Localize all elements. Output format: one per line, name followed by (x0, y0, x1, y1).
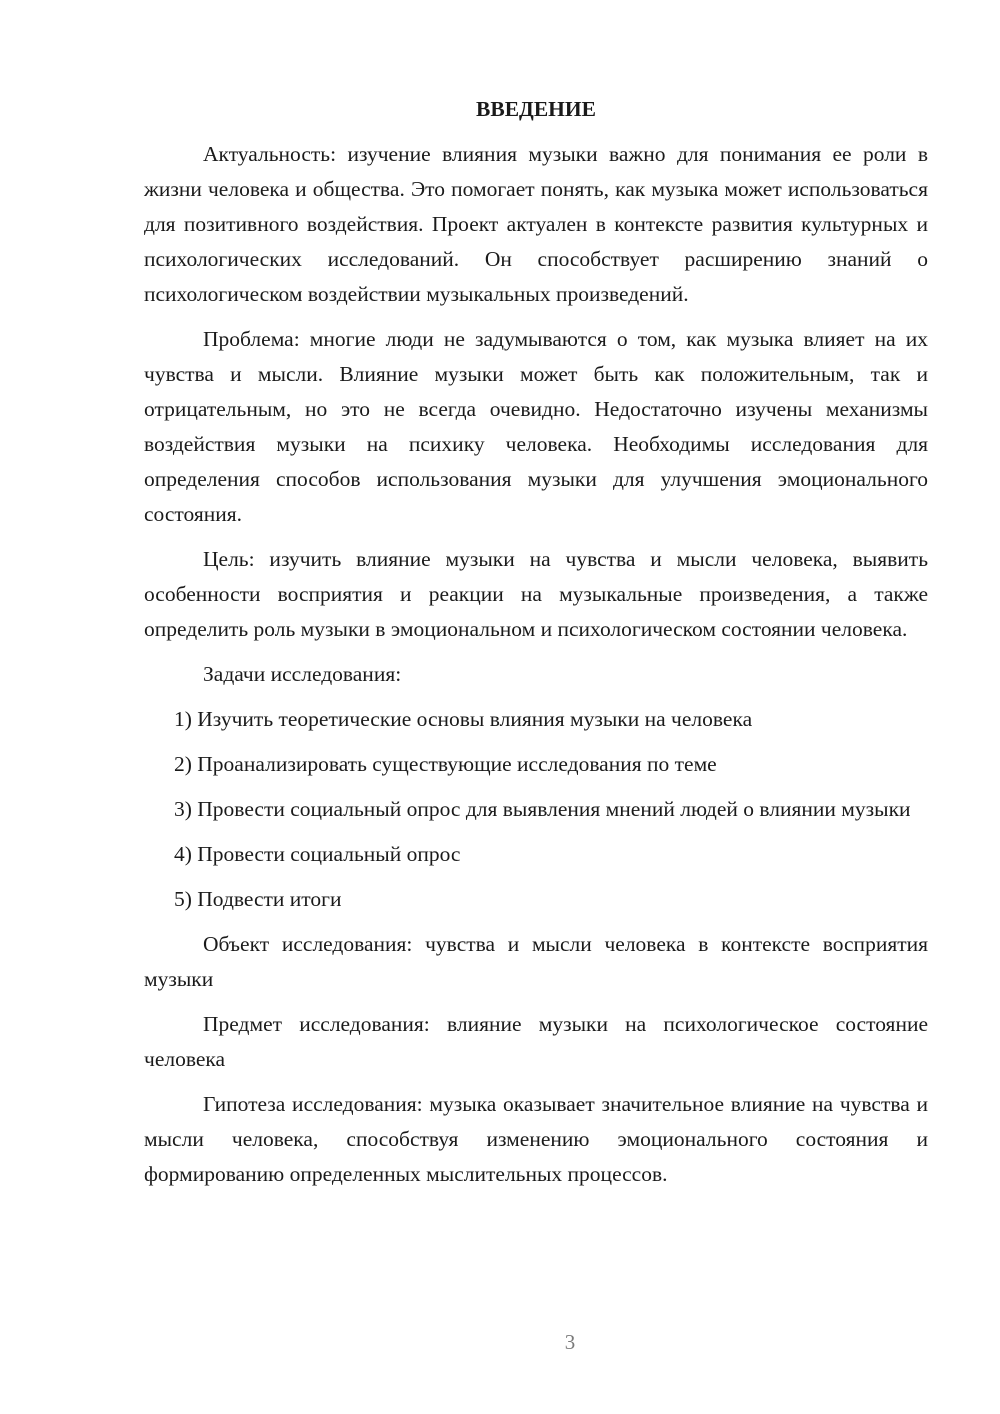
paragraph-subject: Предмет исследования: влияние музыки на психологическое состояние человека (144, 1012, 928, 1071)
task-item-3: 3) Провести социальный опрос для выявления мнений людей о влиянии музыки (174, 797, 911, 821)
task-item-2: 2) Проанализировать существующие исследования по теме (174, 752, 717, 776)
task-item-5: 5) Подвести итоги (174, 887, 342, 911)
section-title: ВВЕДЕНИЕ (476, 97, 596, 121)
paragraph-problem: Проблема: многие люди не задумываются о том, как музыка влияет на их чувства и мысли. Влияние музыки может быть как положительным, так и отрицательным, но это не всегда очевидно. Недостаточно изучены механизмы воздействия музыки на психику человека. Необходимы исследования для определения способов использования музыки для улучшения эмоционального состояния. (144, 327, 928, 526)
page-number: 3 (564, 1330, 576, 1354)
paragraph-goal: Цель: изучить влияние музыки на чувства и мысли человека, выявить особенности восприятия и реакции на музыкальные произведения, а также определить роль музыки в эмоциональном и психологическом состоянии человека. (144, 547, 928, 641)
document-page (144, 92, 928, 1202)
tasks-heading: Задачи исследования: (203, 662, 402, 686)
paragraph-object: Объект исследования: чувства и мысли человека в контексте восприятия музыки (144, 932, 928, 991)
task-item-4: 4) Провести социальный опрос (174, 842, 461, 866)
task-item-1: 1) Изучить теоретические основы влияния музыки на человека (174, 707, 753, 731)
paragraph-hypothesis: Гипотеза исследования: музыка оказывает значительное влияние на чувства и мысли человека, способствуя изменению эмоционального состояния и формированию определенных мыслительных процессов. (144, 1092, 928, 1186)
paragraph-relevance: Актуальность: изучение влияния музыки важно для понимания ее роли в жизни человека и общества. Это помогает понять, как музыка может использоваться для позитивного воздействия. Проект актуален в контексте развития культурных и психологических исследований. Он способствует расширению знаний о психологическом воздействии музыкальных произведений. (144, 142, 928, 306)
